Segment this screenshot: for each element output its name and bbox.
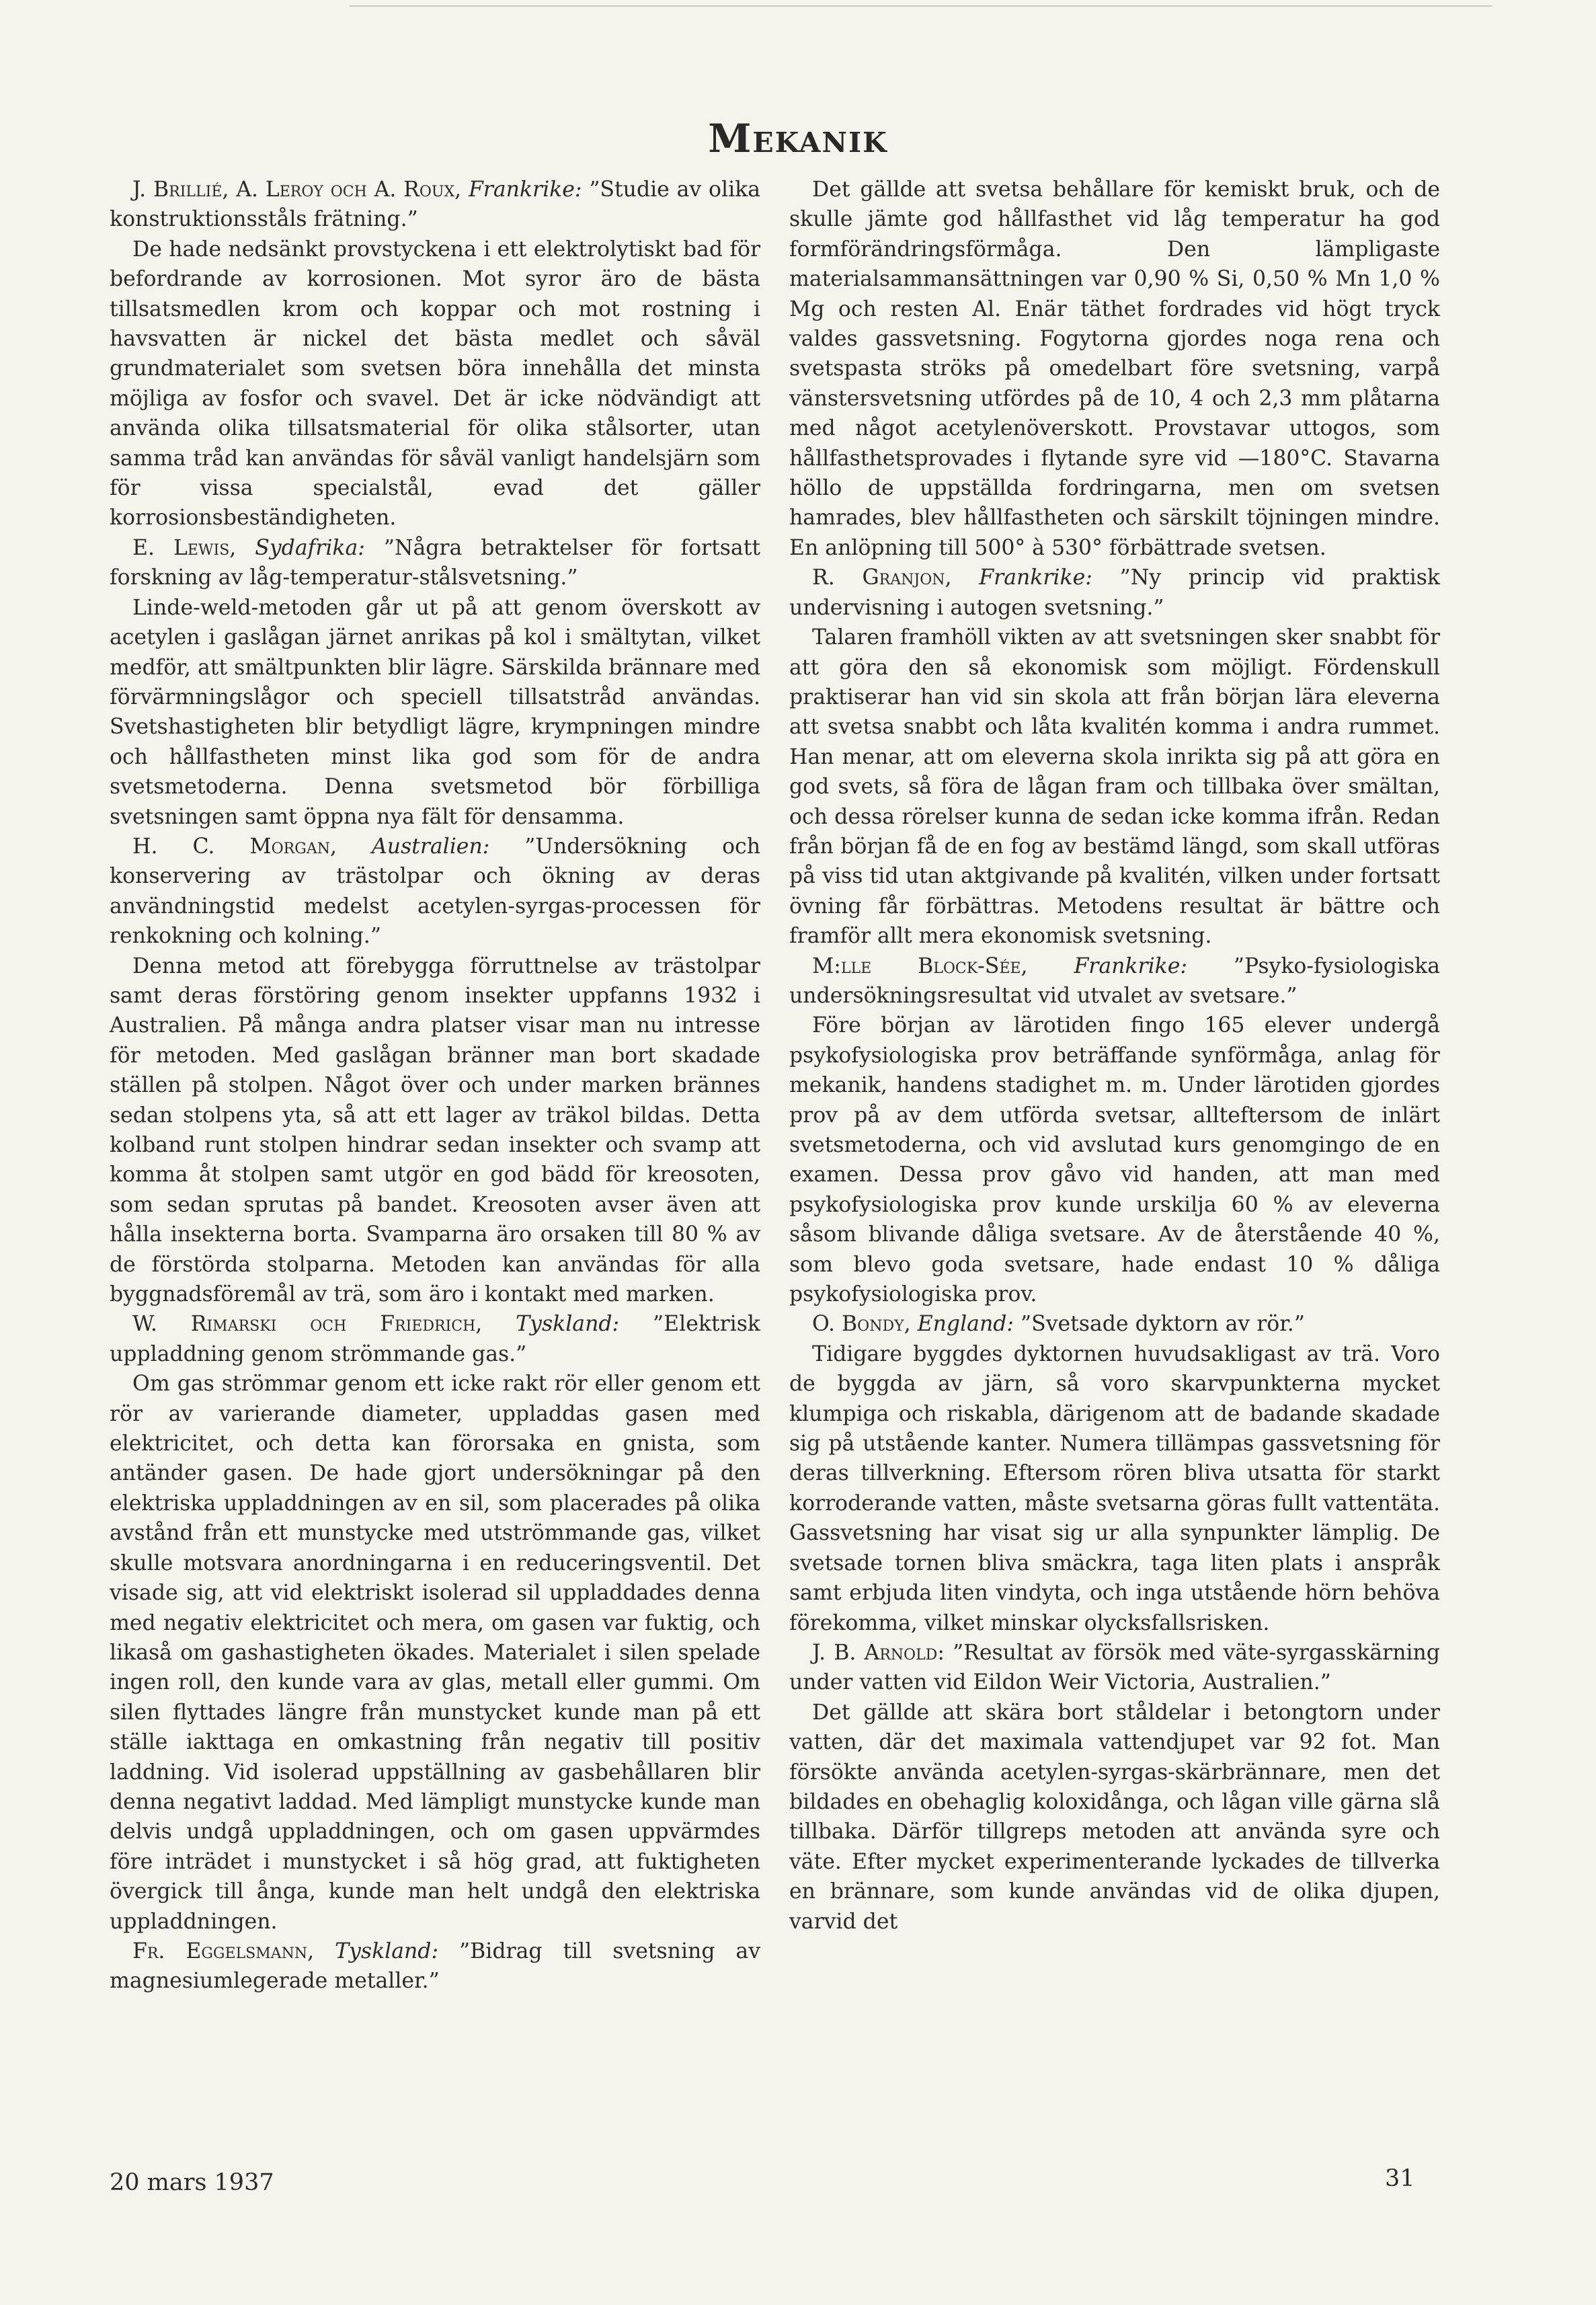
article-heading [110,832,760,951]
top-rule [350,5,1492,7]
article-title: ”Elektrisk uppladdning genom strömmande gas.” [110,1312,760,1366]
page-title: Mekanik [708,116,888,161]
article-country: England: [917,1312,1014,1337]
article-heading [789,563,1440,623]
article-body: Linde-weld-metoden går ut på att genom överskott av acetylen i gaslågan järnet anrikas på kol i smältytan, vilket medför, att smältpunkten blir lägre. Särskilda brännare med förvärmningslågor och speciell tillsatstråd användas. Svetshastigheten blir betydligt lägre, krympningen mindre och hållfastheten minst lika god som för de andra svetsmetoderna. Denna svetsmetod bör förbilliga svetsningen samt öppna nya fält för densamma. [110,595,760,829]
article-country: Frankrike: [468,178,582,202]
article-country: Australien: [371,834,490,859]
article-country: Sydafrika: [255,535,365,560]
article-author: H. C. Morgan, [132,834,337,859]
article-author: W. Rimarski och Friedrich, [132,1312,483,1337]
article-title: ”Resultat av försök med väte-syrgasskärning under vatten vid Eildon Weir Victoria, Australien.” [789,1640,1441,1695]
article-heading [110,1937,760,1996]
article-country: Tyskland: [335,1939,439,1963]
article-author: Fr. Eggelsmann, [132,1939,315,1963]
article-country: Frankrike: [1074,953,1187,978]
article-author: O. Bondy, [812,1312,911,1337]
article-heading [789,1638,1440,1698]
article-country: Frankrike: [979,565,1092,590]
article-body: Tidigare byggdes dyktornen huvudsakligast av trä. Voro de byggda av järn, så voro skarvpunkterna mycket klumpiga och riskabla, därigenom att de badande skadade sig på utstående kanter. Numera tillämpas gassvetsning för deras tillverkning. Eftersom rören bliva utsatta för starkt korroderande vatten, måste svetsarna göras fullt vattentäta. Gassvetsning har visat sig ur alla synpunkter lämplig. De svetsade tornen bliva smäckra, taga liten plats i anspråk samt erbjuda liten vindyta, och inga utstående hörn behöva förekomma, vilket minskar olycksfallsrisken. [789,1341,1440,1635]
article-author: E. Lewis, [132,535,237,560]
article-heading [789,1309,1440,1339]
article-heading [110,1309,760,1369]
article-title: ”Bidrag till svetsning av magnesiumlegerade metaller.” [110,1939,760,1994]
footer-date: 20 mars 1937 [110,2169,274,2196]
article-body: Om gas strömmar genom ett icke rakt rör eller genom ett rör av varierande diameter, uppladdas gasen med elektricitet, och detta kan förorsaka en gnista, som antänder gasen. De hade gjort undersökningar på den elektriska uppladdningen av en sil, som placerades på olika avstånd från ett munstycke med utströmmande gas, vilket skulle motsvara anordningarna i en reduceringsventil. Det visade sig, att vid elektriskt isolerad sil uppladdades denna med negativ elektricitet och mera, om gasen var fuktig, och likaså om gashastigheten ökades. Materialet i silen spelade ingen roll, den kunde vara av glas, metall eller gummi. Om silen flyttades längre från munstycket kunde man på ett ställe iakttaga en omkastning från negativ till positiv laddning. Vid isolerad uppställning av gasbehållaren blir denna negativt laddad. Med lämpligt munstycke kunde man delvis undgå uppladdningen, och om gasen uppvärmdes före inträdet i munstycket i så hög grad, att fuktigheten övergick till ånga, kunde man helt undgå den elektriska uppladdningen. [110,1372,760,1934]
article-title: ”Studie av olika konstruktionsståls frätning.” [110,178,761,232]
article-heading [110,533,760,593]
article-body: Talaren framhöll vikten av att svetsningen sker snabbt för att göra den så ekonomisk som möjligt. Fördenskull praktiserar han vid sin skola att från början lära eleverna att svetsa snabbt och låta kvalitén komma i andra rummet. Han menar, att om eleverna skola inrikta sig på att göra en god svets, så föra de lågan fram och tillbaka över smältan, och dessa rörelser kunna de sedan icke komma ifrån. Redan från början få de en fog av bestämd längd, som skall utföras på viss tid utan aktgivande på kvalitén, vilken under fortsatt övning får förbättras. Metodens resultat är bättre och framför allt mera ekonomisk svetsning. [789,625,1440,949]
article-title: ”Psyko-fysiologiska undersökningsresultat vid utvalet av svetsare.” [789,953,1440,1008]
article-body: Det gällde att skära bort ståldelar i betongtorn under vatten, där det maximala vattendjupet var 92 fot. Man försökte använda acetylen-syrgas-skärbrännare, men det bildades en obehaglig koloxidånga, och lågan ville gärna slå tillbaka. Därför tillgreps metoden att använda syre och väte. Efter mycket experimenterande lyckades de tillverka en brännare, som kunde användas vid de olika djupen, varvid det [789,1700,1440,1934]
article-author: R. Granjon, [812,565,952,590]
article-heading [110,175,760,235]
article-title: ”Svetsade dyktorn av rör.” [1014,1312,1305,1337]
article-body: Denna metod att förebygga förruttnelse av trästolpar samt deras förstöring genom insekter uppfanns 1932 i Australien. På många andra platser visar man nu intresse för metoden. Med gaslågan bränner man bort skadade ställen på stolpen. Något över och under marken brännes sedan stolpens yta, så att ett lager av träkol bildas. Detta kolband runt stolpen hindrar sedan insekter och svamp att komma åt stolpen samt utgör en god bädd för kreosoten, som sedan sprutas på bandet. Kreosoten avser även att hålla insekterna borta. Svamparna äro orsaken till 80 % av de förstörda stolparna. Metoden kan användas för alla byggnadsföremål av trä, som äro i kontakt med marken. [110,953,760,1307]
article-body: De hade nedsänkt provstyckena i ett elektrolytiskt bad för befordrande av korrosionen. Mot syror äro de bästa tillsatsmedlen krom och koppar och mot rostning i havsvatten är nickel det bästa medlet och såväl grundmaterialet som svetsen böra innehålla det minsta möjliga av fosfor och svavel. Det är icke nödvändigt att använda olika tillsatsmaterial för olika stålsorter, utan samma tråd kan användas för såväl vanligt handelsjärn som för vissa specialstål, evad det gäller korrosionsbeständigheten. [110,237,760,531]
article-title: ”Några betraktelser för fortsatt forskning av låg-temperatur-stålsvetsning.” [110,535,761,590]
article-author: M:lle Block-Sée, [812,953,1028,978]
article-title: ”Ny princip vid praktisk undervisning i autogen svetsning.” [789,565,1440,620]
article-title: ”Undersökning och konservering av trästolpar och ökning av deras användningstid medelst acetylen-syrgas-processen för renkokning och kolning.” [110,834,760,949]
article-body: Det gällde att svetsa behållare för kemiskt bruk, och de skulle jämte god hållfasthet vid låg temperatur ha god formförändringsförmåga. Den lämpligaste materialsammansättningen var 0,90 % Si, 0,50 % Mn 1,0 % Mg och resten Al. Enär täthet fordrades vid högt tryck valdes gassvetsning. Fogytorna gjordes noga rena och svetspasta ströks på omedelbart före svetsning, varpå vänstersvetsning utfördes på de 10, 4 och 2,3 mm plåtarna med något acetylenöverskott. Provstavar uttogos, som hållfasthetsprovades i flytande syre vid —180°C. Stavarna höllo de uppställda fordringarna, men om svetsen hamrades, blev hållfastheten och särskilt töjningen mindre. En anlöpning till 500° à 530° förbättrade svetsen. [789,178,1440,560]
article-heading [789,951,1440,1011]
article-author: J. B. Arnold: [812,1640,945,1665]
right-column [789,175,1440,1937]
left-column [110,175,760,1996]
page-number: 31 [1385,2165,1415,2192]
article-body: Före början av lärotiden fingo 165 elever undergå psykofysiologiska prov beträffande synförmåga, anlag för mekanik, handens stadighet m. m. Under lärotiden gjordes prov på av dem utförda svetsar, allteftersom de inlärt svetsmetoderna, och vid avslutad kurs genomgingo de en examen. Dessa prov gåvo vid handen, att man med psykofysiologiska prov kunde urskilja 60 % av eleverna såsom blivande dåliga svetsare. Av de återstående 40 %, som blevo goda svetsare, hade endast 10 % dåliga psykofysiologiska prov. [789,1013,1440,1307]
article-author: J. Brillié, A. Leroy och A. Roux, [132,178,462,202]
article-country: Tyskland: [516,1312,620,1337]
